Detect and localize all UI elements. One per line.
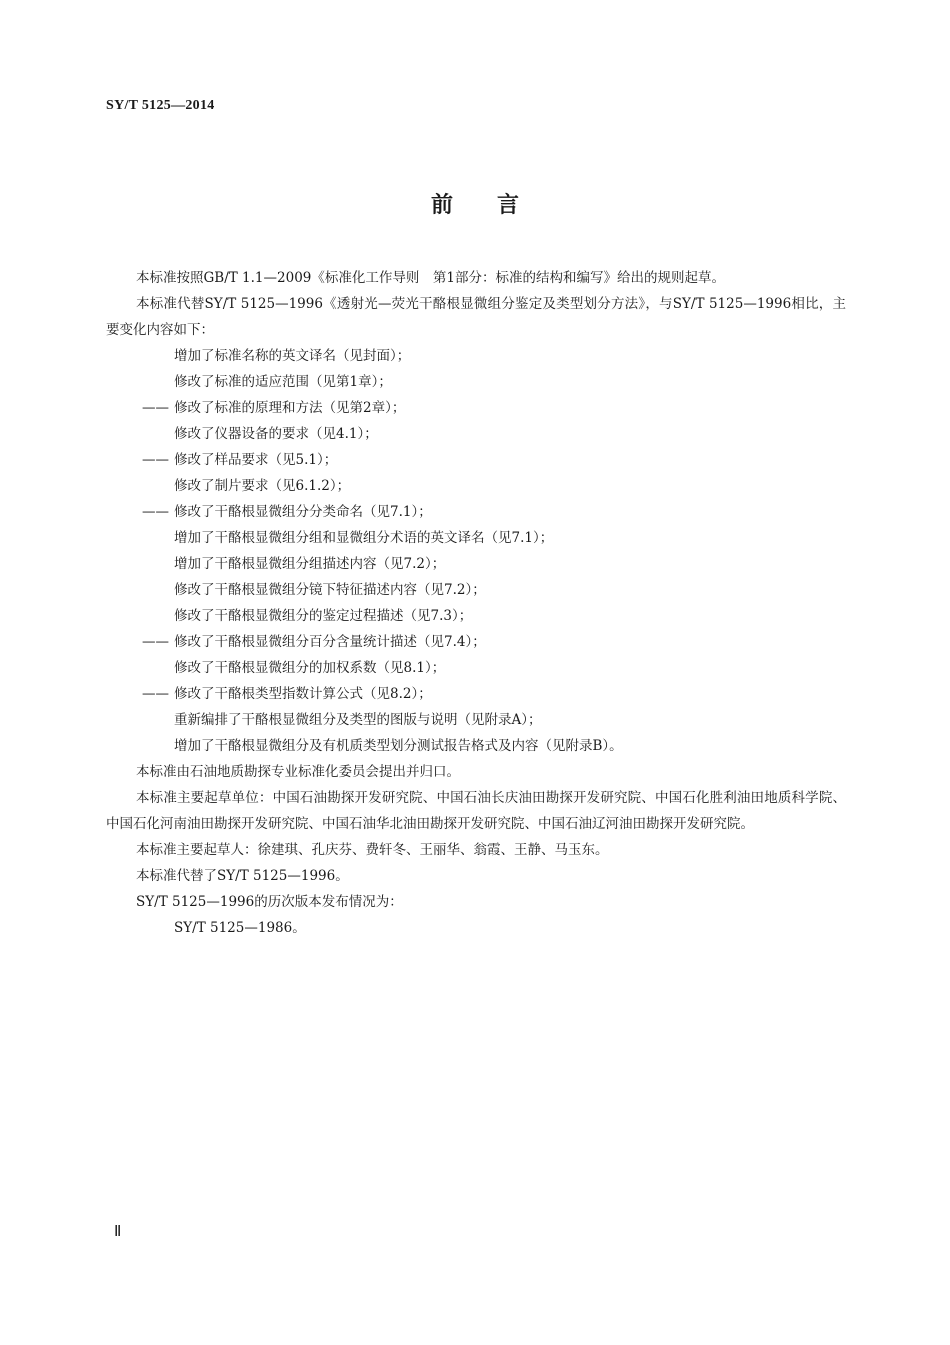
intro-paragraph-1: 本标准按照GB/T 1.1—2009《标准化工作导则 第1部分：标准的结构和编写》给出的规则起草。 (136, 270, 725, 286)
dash-marker: —— (142, 400, 169, 416)
page-number: Ⅱ (114, 1224, 122, 1240)
change-item: 增加了干酪根显微组分组描述内容（见7.2）； (174, 556, 446, 572)
drafters-paragraph: 本标准主要起草人：徐建琪、孔庆芬、费轩冬、王丽华、翁霞、王静、马玉东。 (136, 842, 609, 858)
change-item: 修改了标准的适应范围（见第1章）； (174, 374, 392, 390)
change-item: —— 修改了标准的原理和方法（见第2章）； (106, 395, 846, 421)
dash-marker: —— (142, 452, 169, 468)
change-list (106, 343, 846, 759)
change-item: —— 修改了干酪根显微组分百分含量统计描述（见7.4）； (106, 629, 846, 655)
drafting-units-paragraph: 本标准主要起草单位：中国石油勘探开发研究院、中国石油长庆油田勘探开发研究院、中国石化胜利油田地质科学院、中国石化河南油田勘探开发研究院、中国石油华北油田勘探开发研究院、中国石油辽河油田勘探开发研究院。 (106, 790, 846, 832)
change-item: —— 修改了样品要求（见5.1）； (106, 447, 846, 473)
change-item: 修改了制片要求（见6.1.2）； (174, 478, 351, 494)
change-item: 修改了干酪根显微组分镜下特征描述内容（见7.2）； (174, 582, 486, 598)
change-item: —— 修改了干酪根显微组分分类命名（见7.1）； (106, 499, 846, 525)
standard-code-header: SY/T 5125—2014 (106, 98, 215, 113)
foreword-body (106, 265, 846, 941)
history-heading-paragraph: SY/T 5125—1996的历次版本发布情况为： (136, 894, 403, 910)
dash-marker: —— (142, 686, 169, 702)
change-item: 修改了干酪根显微组分的鉴定过程描述（见7.3）； (174, 608, 473, 624)
change-item: 增加了干酪根显微组分及有机质类型划分测试报告格式及内容（见附录B）。 (174, 738, 623, 754)
change-item: 增加了干酪根显微组分组和显微组分术语的英文译名（见7.1）； (174, 530, 554, 546)
history-item: SY/T 5125—1986。 (174, 920, 306, 936)
change-item: —— 修改了干酪根类型指数计算公式（见8.2）； (106, 681, 846, 707)
change-item: 修改了仪器设备的要求（见4.1）； (174, 426, 378, 442)
proposer-paragraph: 本标准由石油地质勘探专业标准化委员会提出并归口。 (136, 764, 460, 780)
dash-marker: —— (142, 504, 169, 520)
page-title: 前言 (430, 193, 563, 218)
dash-marker: —— (142, 634, 169, 650)
intro-paragraph-2: 本标准代替SY/T 5125—1996《透射光—荧光干酪根显微组分鉴定及类型划分方法》，与SY/T 5125—1996相比，主要变化内容如下： (106, 296, 846, 338)
replaces-paragraph: 本标准代替了SY/T 5125—1996。 (136, 868, 349, 884)
change-item: 重新编排了干酪根显微组分及类型的图版与说明（见附录A）； (174, 712, 542, 728)
change-item: 增加了标准名称的英文译名（见封面）； (174, 348, 411, 364)
change-item: 修改了干酪根显微组分的加权系数（见8.1）； (174, 660, 446, 676)
